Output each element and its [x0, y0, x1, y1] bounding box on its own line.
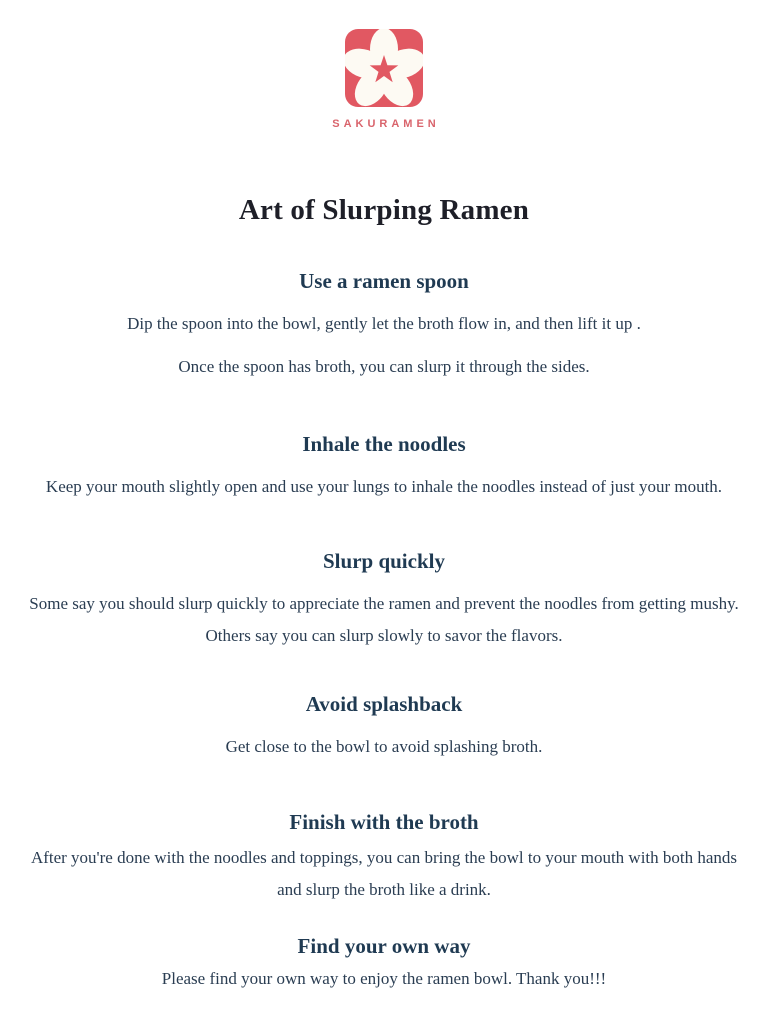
section-paragraph: Please find your own way to enjoy the ramen bowl. Thank you!!! [161, 969, 607, 989]
sakura-stamp-icon [344, 28, 424, 113]
section-heading: Finish with the broth [289, 809, 479, 834]
section-paragraph: Keep your mouth slightly open and use your lungs to inhale the noodles instead of just your mouth. [45, 476, 723, 496]
section-find-your-own-way [10, 934, 758, 995]
brand-header [10, 28, 758, 130]
section-slurp-quickly [10, 549, 758, 653]
section-inhale-the-noodles [10, 432, 758, 503]
section-paragraph: Dip the spoon into the bowl, gently let the broth flow in, and then lift it up . [127, 314, 641, 333]
section-paragraph: Once the spoon has broth, you can slurp it through the sides. [178, 357, 590, 377]
section-heading: Slurp quickly [323, 548, 445, 573]
section-heading: Avoid splashback [305, 692, 463, 717]
section-paragraph: Get close to the bowl to avoid splashing broth. [225, 737, 543, 757]
page-title: Art of Slurping Ramen [238, 194, 530, 226]
section-heading: Use a ramen spoon [299, 269, 469, 293]
section-paragraph: Some say you should slurp quickly to appreciate the ramen and prevent the noodles from getting mushy. Others say you can slurp slowly to savor the flavors. [29, 593, 739, 646]
section-heading: Inhale the noodles [302, 431, 466, 456]
section-avoid-splashback [10, 692, 758, 763]
section-paragraph: After you're done with the noodles and toppings, you can bring the bowl to your mouth with both hands and slurp the broth like a drink. [30, 847, 738, 900]
section-finish-with-the-broth [10, 810, 758, 907]
section-heading: Find your own way [297, 934, 471, 959]
brand-wordmark: SAKURAMEN [332, 118, 440, 130]
section-use-a-ramen-spoon [10, 269, 758, 384]
